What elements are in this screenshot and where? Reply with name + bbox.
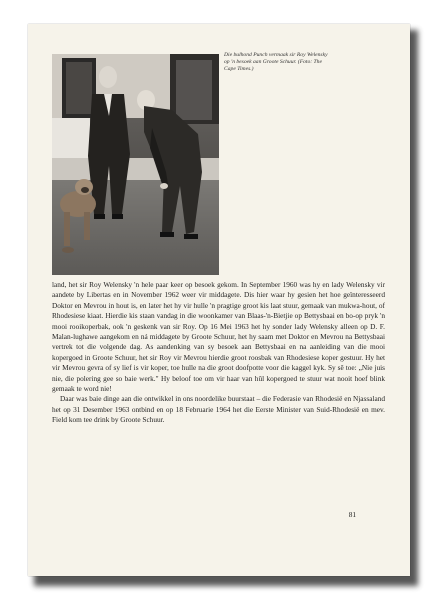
photograph xyxy=(52,54,219,275)
photograph-image xyxy=(52,54,219,275)
page-number: 81 xyxy=(348,510,356,519)
photo-caption: Die bulhond Punch vermaak sir Roy Welensky op 'n besoek aan Groote Schuur. (Foto: The Cape Times.) xyxy=(224,52,328,72)
paragraph: land, het sir Roy Welensky 'n hele paar keer op besoek gekom. In September 1960 was hy en lady Welensky vir aandete by Libertas en in November 1962 weer vir middagete. Dis hier waar hy gesien het hoe geïnteresseerd Doktor en Mevrou in hout is, en later het hy vir hulle 'n pragtige groot kis laat stuur, gemaak van mukwa-hout, of Rhodesiese kiaat. Hierdie kis staan vandag in die woonkamer van Blaas-'n-Bietjie op Bettysbaai en bo-op pryk 'n mooi rooikoperbak, ook 'n geskenk van sir Roy. Op 16 Mei 1963 het hy sonder lady Welensky alleen op D. F. Malan-lughawe aangekom en ná middagete by Groote Schuur, het hy saam met Doktor en Mevrou na Bettysbaai vertrek tot die volgende dag. As aandenking van sy besoek aan Bettysbaai en na aanleiding van die mooi kopergoed in Groote Schuur, het sir Roy vir Mevrou hierdie groot roosbak van Rhodesiese koper gestuur. Hy het vir Mevrou gevra of sy lief is vir koper, toe hulle na die groot doofpotte voor die kaggel kyk. Sy sê toe: „Nie juis nie, die polering gee so baie werk." Hy beloof toe om vir haar van hûl kopergoed te stuur wat nooit hoef blink gemaak te word nie! xyxy=(52,280,385,394)
book-page xyxy=(28,24,410,576)
paragraph: Daar was baie dinge aan die ontwikkel in ons noordelike buurstaat – die Federasie van Rhodesië en Njassaland het op 31 Desember 1963 ontbind en op 18 Februarie 1964 het die Eerste Minister van Suid-Rhodesië en mev. Field kom tee drink by Groote Schuur. xyxy=(52,394,385,425)
body-text xyxy=(52,280,385,426)
